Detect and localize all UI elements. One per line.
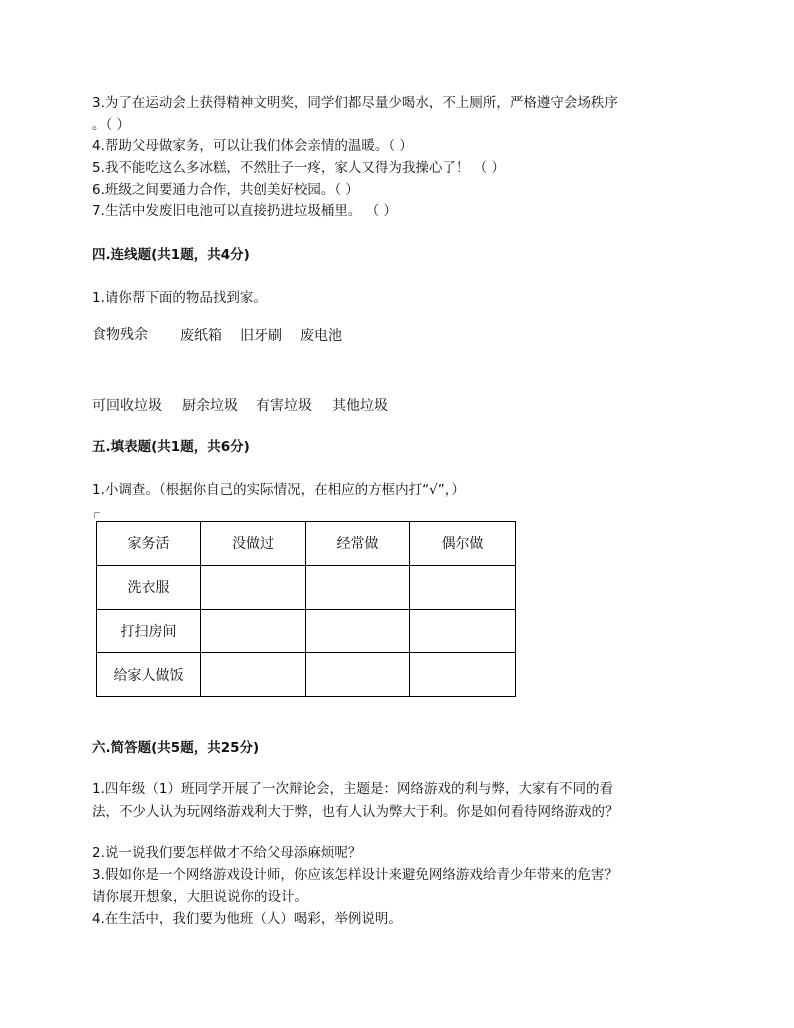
short-answer-1-line-1: 1.四年级（1）班同学开展了一次辩论会，主题是：网络游戏的利与弊，大家有不同的看 bbox=[92, 781, 613, 797]
short-answer-3-line-1: 3.假如你是一个网络游戏设计师，你应该怎样设计来避免网络游戏给青少年带来的危害？ bbox=[92, 867, 618, 883]
short-answer-2: 2.说一说我们要怎样做才不给父母添麻烦呢？ bbox=[92, 845, 362, 861]
short-answer-3-line-2: 请你展开想象，大胆说说你的设计。 bbox=[92, 889, 308, 905]
judge-item-3-answer: 。（ ） bbox=[92, 117, 131, 133]
judge-item-4: 4.帮助父母做家务，可以让我们体会亲情的温暖。（ ） bbox=[92, 138, 413, 154]
match-category-kitchen: 厨余垃圾 bbox=[182, 398, 238, 414]
check-cell[interactable] bbox=[306, 609, 410, 653]
short-answer-4: 4.在生活中，我们要为他班（人）喝彩，举例说明。 bbox=[92, 911, 402, 927]
section-5-heading: 五.填表题(共1题，共6分) bbox=[92, 439, 250, 455]
chores-survey-table bbox=[96, 521, 516, 697]
check-cell[interactable] bbox=[201, 565, 306, 609]
header-chore: 家务活 bbox=[97, 522, 201, 566]
check-cell[interactable] bbox=[306, 565, 410, 609]
table-row bbox=[97, 609, 516, 653]
short-answer-1-line-2: 法，不少人认为玩网络游戏利大于弊，也有人认为弊大于利。你是如何看待网络游戏的？ bbox=[92, 804, 619, 820]
header-never: 没做过 bbox=[201, 522, 306, 566]
check-cell[interactable] bbox=[201, 609, 306, 653]
match-category-recyclable: 可回收垃圾 bbox=[92, 398, 162, 414]
match-category-other: 其他垃圾 bbox=[332, 398, 388, 414]
row-label: 洗衣服 bbox=[97, 565, 201, 609]
table-header-row bbox=[97, 522, 516, 566]
match-item-food-waste: 食物残余 bbox=[92, 327, 148, 343]
section-4-question: 1.请你帮下面的物品找到家。 bbox=[92, 290, 267, 306]
match-item-battery: 废电池 bbox=[300, 328, 342, 344]
judge-item-5: 5.我不能吃这么多冰糕，不然肚子一疼，家人又得为我操心了！ （ ） bbox=[92, 160, 505, 176]
match-category-hazardous: 有害垃圾 bbox=[256, 398, 312, 414]
judge-item-7: 7.生活中发废旧电池可以直接扔进垃圾桶里。 （ ） bbox=[92, 203, 397, 219]
header-often: 经常做 bbox=[306, 522, 410, 566]
header-sometimes: 偶尔做 bbox=[410, 522, 516, 566]
check-cell[interactable] bbox=[410, 653, 516, 697]
judge-item-6: 6.班级之间要通力合作，共创美好校园。（ ） bbox=[92, 182, 359, 198]
check-cell[interactable] bbox=[201, 653, 306, 697]
check-cell[interactable] bbox=[410, 609, 516, 653]
section-5-question: 1.小调查。（根据你自己的实际情况，在相应的方框内打“√”，） bbox=[92, 482, 465, 498]
section-4-heading: 四.连线题(共1题，共4分) bbox=[92, 247, 250, 263]
row-label: 给家人做饭 bbox=[97, 653, 201, 697]
anchor-mark bbox=[94, 512, 100, 518]
check-cell[interactable] bbox=[410, 565, 516, 609]
check-cell[interactable] bbox=[306, 653, 410, 697]
table-row bbox=[97, 653, 516, 697]
match-item-cardboard: 废纸箱 bbox=[180, 328, 222, 344]
match-item-toothbrush: 旧牙刷 bbox=[240, 328, 282, 344]
section-6-heading: 六.简答题(共5题，共25分) bbox=[92, 740, 260, 756]
table-row bbox=[97, 565, 516, 609]
judge-item-3: 3.为了在运动会上获得精神文明奖，同学们都尽量少喝水，不上厕所，严格遵守会场秩序 bbox=[92, 95, 618, 111]
row-label: 打扫房间 bbox=[97, 609, 201, 653]
